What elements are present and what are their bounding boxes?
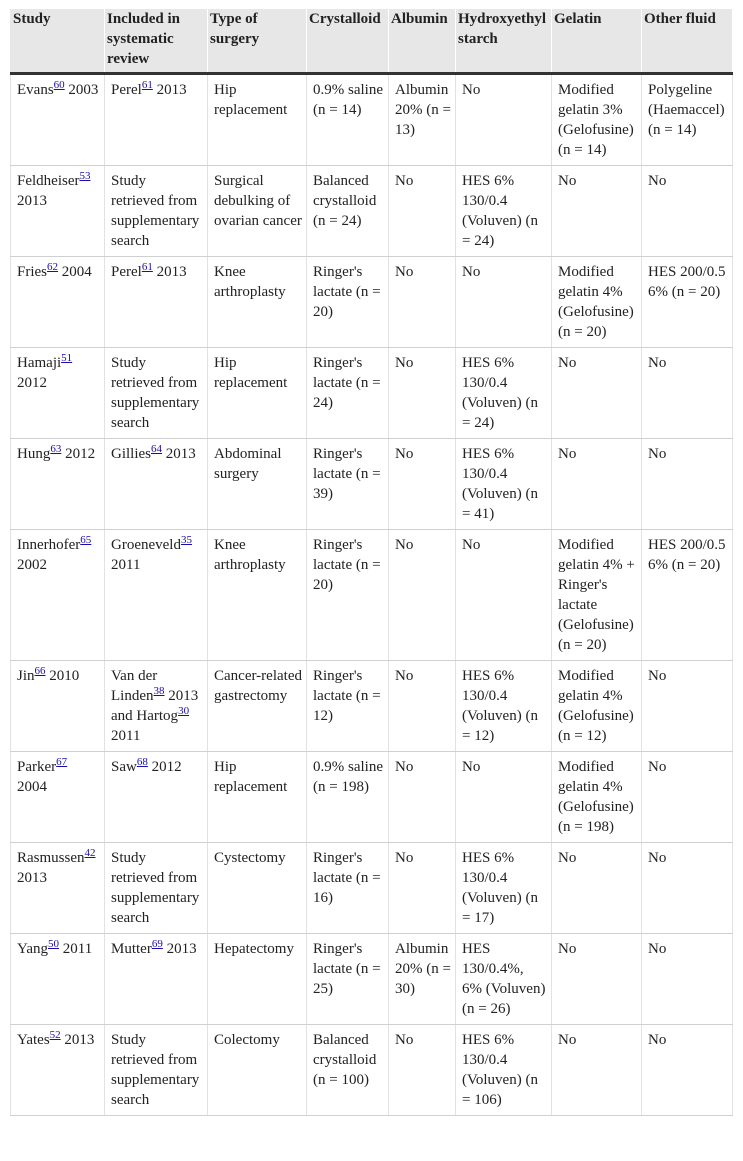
cell-study	[11, 843, 105, 934]
study-year: 2002	[17, 557, 47, 573]
study-year: 2004	[61, 264, 92, 280]
cell-crystalloid: Ringer's lactate (n = 12)	[307, 661, 389, 752]
cell-study	[11, 257, 105, 348]
reference-link[interactable]: 30	[178, 705, 190, 717]
reference-link[interactable]: 62	[47, 261, 58, 273]
reference-link[interactable]: 66	[34, 665, 46, 677]
study-author: Innerhofer	[17, 537, 81, 553]
included-text: 2013	[162, 446, 196, 462]
cell-crystalloid: Ringer's lactate (n = 20)	[307, 530, 389, 661]
cell-study	[11, 166, 105, 257]
cell-study	[11, 934, 105, 1025]
study-year: 2013	[17, 870, 47, 886]
cell-gelatin: No	[552, 843, 642, 934]
cell-type: Knee arthroplasty	[208, 257, 307, 348]
included-text: 2013	[152, 264, 187, 280]
cell-study	[11, 74, 105, 166]
study-year: 2013	[64, 1032, 95, 1048]
cell-hes: HES 130/0.4%, 6% (Voluven) (n = 26)	[456, 934, 552, 1025]
cell-crystalloid: Ringer's lactate (n = 39)	[307, 439, 389, 530]
included-text: Gillies	[111, 446, 151, 462]
cell-included	[105, 752, 208, 843]
cell-other: No	[642, 752, 733, 843]
cell-albumin: No	[389, 257, 456, 348]
included-text: 2013	[162, 941, 197, 957]
study-author: Yang	[17, 941, 48, 957]
reference-link[interactable]: 63	[50, 443, 62, 455]
cell-other: HES 200/0.5 6% (n = 20)	[642, 530, 733, 661]
header-type: Type of surgery	[208, 9, 307, 74]
cell-albumin: No	[389, 439, 456, 530]
cell-hes: HES 6% 130/0.4 (Voluven) (n = 12)	[456, 661, 552, 752]
table-row	[11, 348, 733, 439]
cell-albumin: No	[389, 348, 456, 439]
included-text: Van der Linden	[111, 668, 158, 704]
study-author: Feldheiser	[17, 173, 80, 189]
included-text: Mutter	[111, 941, 152, 957]
cell-study	[11, 439, 105, 530]
cell-hes: No	[456, 74, 552, 166]
cell-study	[11, 661, 105, 752]
included-text: 2013	[152, 82, 187, 98]
studies-table	[10, 9, 733, 1116]
cell-other: No	[642, 661, 733, 752]
cell-crystalloid: Ringer's lactate (n = 25)	[307, 934, 389, 1025]
reference-link[interactable]: 61	[141, 261, 153, 273]
cell-hes: No	[456, 530, 552, 661]
cell-other: HES 200/0.5 6% (n = 20)	[642, 257, 733, 348]
reference-link[interactable]: 52	[49, 1029, 61, 1041]
cell-type: Hip replacement	[208, 74, 307, 166]
cell-other: No	[642, 439, 733, 530]
cell-crystalloid: Balanced crystalloid (n = 100)	[307, 1025, 389, 1116]
reference-link[interactable]: 51	[61, 352, 73, 364]
reference-link[interactable]: 69	[151, 938, 163, 950]
cell-albumin: No	[389, 843, 456, 934]
cell-included	[105, 166, 208, 257]
cell-type: Knee arthroplasty	[208, 530, 307, 661]
cell-other: No	[642, 1025, 733, 1116]
cell-gelatin: No	[552, 348, 642, 439]
cell-included	[105, 530, 208, 661]
cell-study	[11, 348, 105, 439]
cell-included	[105, 934, 208, 1025]
cell-albumin: No	[389, 1025, 456, 1116]
cell-crystalloid: 0.9% saline (n = 198)	[307, 752, 389, 843]
included-text: Study retrieved from supplementary search	[111, 1032, 200, 1108]
cell-gelatin: No	[552, 166, 642, 257]
study-year: 2012	[65, 446, 96, 462]
included-text: Saw	[111, 759, 137, 775]
cell-gelatin: Modified gelatin 4% + Ringer's lactate (Gelofusine) (n = 20)	[552, 530, 642, 661]
cell-hes: No	[456, 752, 552, 843]
cell-crystalloid: Ringer's lactate (n = 20)	[307, 257, 389, 348]
cell-type: Hip replacement	[208, 752, 307, 843]
reference-link[interactable]: 50	[48, 938, 59, 950]
table-row	[11, 257, 733, 348]
cell-included	[105, 661, 208, 752]
cell-gelatin: No	[552, 1025, 642, 1116]
reference-link[interactable]: 64	[151, 443, 162, 455]
header-albumin: Albumin	[389, 9, 456, 74]
study-year: 2011	[62, 941, 93, 957]
header-included: Included in systematic review	[105, 9, 208, 74]
cell-other: Polygeline (Haemaccel) (n = 14)	[642, 74, 733, 166]
included-text: Perel	[111, 82, 142, 98]
cell-study	[11, 752, 105, 843]
study-year: 2012	[17, 375, 47, 391]
table-row	[11, 166, 733, 257]
reference-link[interactable]: 61	[141, 79, 153, 91]
table-row	[11, 439, 733, 530]
header-other: Other fluid	[642, 9, 733, 74]
cell-type: Hepatectomy	[208, 934, 307, 1025]
study-author: Rasmussen	[17, 850, 85, 866]
cell-type: Abdominal surgery	[208, 439, 307, 530]
reference-link[interactable]: 65	[80, 534, 92, 546]
included-text: 2013 and Hartog	[111, 688, 199, 724]
header-crystalloid: Crystalloid	[307, 9, 389, 74]
cell-hes: HES 6% 130/0.4 (Voluven) (n = 41)	[456, 439, 552, 530]
reference-link[interactable]: 35	[180, 534, 192, 546]
cell-included	[105, 439, 208, 530]
cell-gelatin: Modified gelatin 4% (Gelofusine) (n = 12)	[552, 661, 642, 752]
table-header	[11, 9, 733, 74]
study-author: Hung	[17, 446, 51, 462]
cell-gelatin: No	[552, 934, 642, 1025]
cell-albumin: Albumin 20% (n = 30)	[389, 934, 456, 1025]
cell-included	[105, 74, 208, 166]
reference-link[interactable]: 68	[136, 756, 148, 768]
header-row	[11, 9, 733, 74]
study-year: 2003	[68, 82, 99, 98]
table-row	[11, 752, 733, 843]
table-row	[11, 74, 733, 166]
study-author: Hamaji	[17, 355, 62, 371]
cell-other: No	[642, 934, 733, 1025]
header-gelatin: Gelatin	[552, 9, 642, 74]
included-text: Study retrieved from supplementary search	[111, 850, 200, 926]
cell-type: Cancer-related gastrectomy	[208, 661, 307, 752]
cell-included	[105, 348, 208, 439]
cell-other: No	[642, 166, 733, 257]
table-row	[11, 530, 733, 661]
study-author: Evans	[17, 82, 54, 98]
cell-crystalloid: Ringer's lactate (n = 24)	[307, 348, 389, 439]
study-year: 2004	[17, 779, 47, 795]
cell-hes: HES 6% 130/0.4 (Voluven) (n = 17)	[456, 843, 552, 934]
cell-gelatin: Modified gelatin 3% (Gelofusine) (n = 14)	[552, 74, 642, 166]
study-year: 2010	[49, 668, 80, 684]
cell-included	[105, 843, 208, 934]
header-hes: Hydroxyethyl starch	[456, 9, 552, 74]
header-study: Study	[11, 9, 105, 74]
study-author: Yates	[17, 1032, 50, 1048]
cell-hes: HES 6% 130/0.4 (Voluven) (n = 24)	[456, 348, 552, 439]
included-text: 2011	[111, 557, 141, 573]
included-text: Groeneveld	[111, 537, 181, 553]
cell-albumin: No	[389, 530, 456, 661]
reference-link[interactable]: 38	[153, 685, 165, 697]
cell-type: Colectomy	[208, 1025, 307, 1116]
cell-other: No	[642, 843, 733, 934]
reference-link[interactable]: 60	[53, 79, 65, 91]
cell-gelatin: Modified gelatin 4% (Gelofusine) (n = 198)	[552, 752, 642, 843]
cell-type: Hip replacement	[208, 348, 307, 439]
included-text: 2011	[111, 728, 141, 744]
study-author: Jin	[17, 668, 35, 684]
cell-albumin: No	[389, 752, 456, 843]
cell-crystalloid: Balanced crystalloid (n = 24)	[307, 166, 389, 257]
cell-hes: HES 6% 130/0.4 (Voluven) (n = 24)	[456, 166, 552, 257]
table-row	[11, 661, 733, 752]
cell-albumin: Albumin 20% (n = 13)	[389, 74, 456, 166]
reference-link[interactable]: 42	[84, 847, 96, 859]
cell-study	[11, 1025, 105, 1116]
cell-crystalloid: Ringer's lactate (n = 16)	[307, 843, 389, 934]
cell-gelatin: No	[552, 439, 642, 530]
cell-crystalloid: 0.9% saline (n = 14)	[307, 74, 389, 166]
included-text: Perel	[111, 264, 142, 280]
cell-hes: HES 6% 130/0.4 (Voluven) (n = 106)	[456, 1025, 552, 1116]
cell-albumin: No	[389, 661, 456, 752]
cell-type: Cystectomy	[208, 843, 307, 934]
included-text: Study retrieved from supplementary search	[111, 173, 200, 249]
included-text: 2012	[147, 759, 182, 775]
cell-study	[11, 530, 105, 661]
cell-included	[105, 257, 208, 348]
cell-hes: No	[456, 257, 552, 348]
cell-type: Surgical debulking of ovarian cancer	[208, 166, 307, 257]
cell-albumin: No	[389, 166, 456, 257]
study-author: Fries	[17, 264, 47, 280]
cell-included	[105, 1025, 208, 1116]
table-row	[11, 1025, 733, 1116]
included-text: Study retrieved from supplementary search	[111, 355, 200, 431]
study-year: 2013	[17, 193, 47, 209]
table-body	[11, 74, 733, 1116]
table-row	[11, 934, 733, 1025]
reference-link[interactable]: 67	[56, 756, 68, 768]
reference-link[interactable]: 53	[79, 170, 91, 182]
cell-gelatin: Modified gelatin 4% (Gelofusine) (n = 20)	[552, 257, 642, 348]
table-row	[11, 843, 733, 934]
cell-other: No	[642, 348, 733, 439]
study-author: Parker	[17, 759, 57, 775]
